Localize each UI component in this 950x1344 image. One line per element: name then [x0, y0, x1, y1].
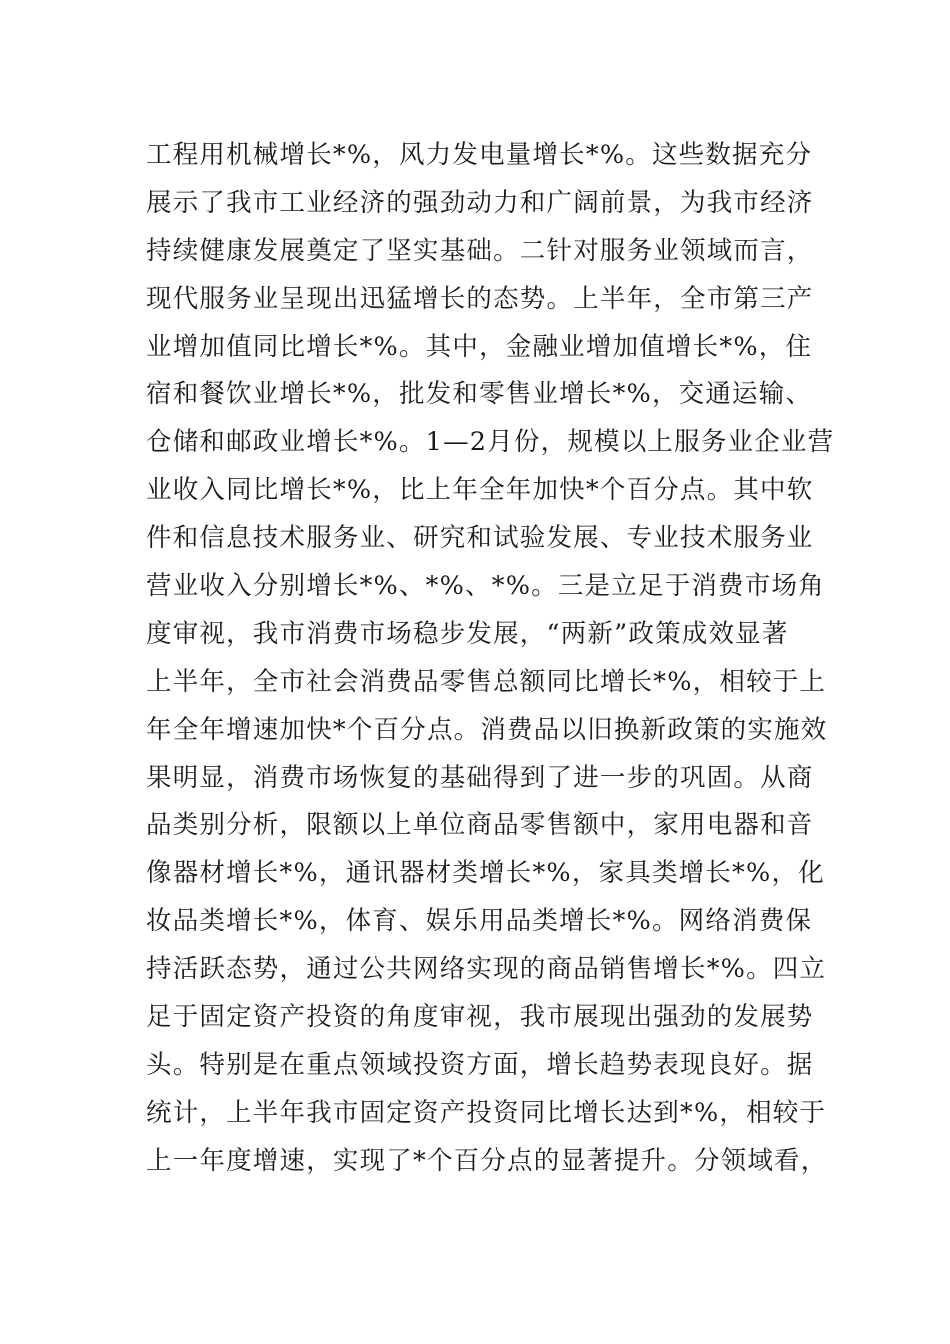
text-line: 仓储和邮政业增长*%。1—2月份，规模以上服务业企业营: [146, 427, 835, 458]
text-line: 工程用机械增长*%，风力发电量增长*%。这些数据充分: [146, 140, 813, 170]
text-line: 统计，上半年我市固定资产投资同比增长达到*%，相较于: [146, 1097, 827, 1128]
text-line: 像器材增长*%，通讯器材类增长*%，家具类增长*%，化: [146, 858, 825, 889]
text-line: 上一年度增速，实现了*个百分点的显著提升。分领域看，: [146, 1145, 828, 1176]
text-line: 持续健康发展奠定了坚实基础。二针对服务业领域而言，: [146, 235, 814, 266]
text-line: 业收入同比增长*%，比上年全年加快*个百分点。其中软: [146, 475, 814, 506]
text-line: 持活跃态势，通过公共网络实现的商品销售增长*%。四立: [146, 954, 827, 985]
text-line: 头。特别是在重点领域投资方面，增长趋势表现良好。据: [146, 1049, 814, 1080]
text-line: 件和信息技术服务业、研究和试验发展、专业技术服务业: [146, 523, 814, 554]
text-line: 上半年，全市社会消费品零售总额同比增长*%，相较于上: [146, 666, 827, 697]
text-line: 妆品类增长*%，体育、娱乐用品类增长*%。网络消费保: [146, 906, 813, 937]
text-line: 年全年增速加快*个百分点。消费品以旧换新政策的实施效: [146, 714, 828, 745]
text-line: 足于固定资产投资的角度审视，我市展现出强劲的发展势: [146, 1002, 814, 1033]
text-line: 果明显，消费市场恢复的基础得到了进一步的巩固。从商: [146, 762, 814, 793]
text-line: 营业收入分别增长*%、*%、*%。三是立足于消费市场角: [146, 571, 825, 602]
body-text: [146, 132, 835, 1186]
text-line: 业增加值同比增长*%。其中，金融业增加值增长*%，住: [146, 331, 813, 362]
text-line: 展示了我市工业经济的强劲动力和广阔前景，为我市经济: [146, 187, 814, 218]
text-line: 度审视，我市消费市场稳步发展，“两新”政策成效显著: [146, 618, 789, 649]
text-line: 现代服务业呈现出迅猛增长的态势。上半年，全市第三产: [146, 283, 814, 314]
text-line: 宿和餐饮业增长*%，批发和零售业增长*%，交通运输、: [146, 379, 813, 410]
text-line: 品类别分析，限额以上单位商品零售额中，家用电器和音: [146, 810, 814, 841]
